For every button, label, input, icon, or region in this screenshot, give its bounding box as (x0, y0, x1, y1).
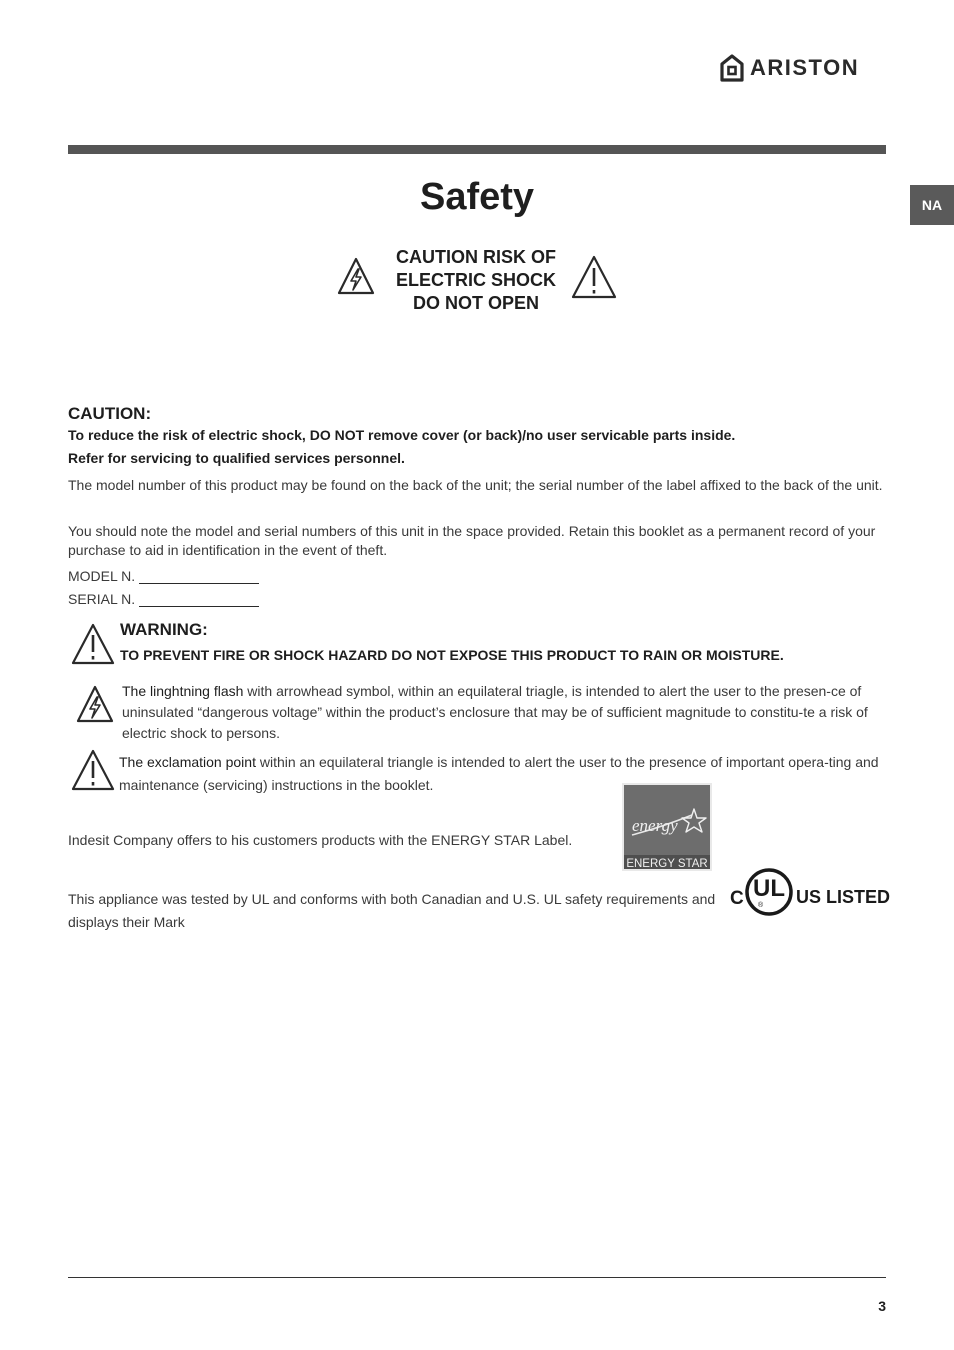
lightning-lead: The linghtning flash (122, 683, 244, 699)
ul-mark-c: C (730, 888, 744, 909)
ul-listed-mark (730, 866, 891, 918)
ul-mark-us-listed: US LISTED (796, 887, 891, 907)
caution-heading: CAUTION: (68, 404, 152, 423)
caution-line-2: Refer for servicing to qualified services personnel. (68, 450, 405, 466)
energy-star-text: Indesit Company offers to his customers products with the ENERGY STAR Label. (68, 832, 573, 848)
warning-text: TO PREVENT FIRE OR SHOCK HAZARD DO NOT EXPOSE THIS PRODUCT TO RAIN OR MOISTURE. (120, 647, 784, 663)
caution-line-1: To reduce the risk of electric shock, DO NOT remove cover (or back)/no user servicable parts inside. (68, 427, 736, 443)
lightning-warning-icon (336, 256, 376, 296)
lightning-warning-icon (75, 684, 115, 724)
serial-number-field (68, 591, 259, 607)
energy-star-caption: ENERGY STAR (626, 858, 708, 870)
serial-number-line (139, 594, 259, 607)
energy-star-logo (622, 783, 712, 871)
language-tab: NA (910, 185, 954, 225)
ariston-logo (720, 52, 859, 84)
exclamation-lead: The exclamation point (119, 754, 256, 770)
page-title: Safety (419, 176, 535, 218)
top-rule (68, 145, 886, 154)
ul-mark-registered: ® (758, 902, 764, 909)
warning-heading: WARNING: (120, 620, 208, 639)
model-number-field (68, 568, 259, 584)
ul-text: This appliance was tested by UL and conforms with both Canadian and U.S. UL safety requirements and displays their Mark (68, 891, 716, 930)
model-number-line (139, 571, 259, 584)
energy-script: energy (632, 816, 678, 835)
exclamation-warning-icon (70, 622, 116, 666)
serial-number-label: SERIAL N. (68, 591, 136, 607)
house-icon (720, 54, 744, 82)
bottom-rule (68, 1277, 886, 1278)
exclamation-warning-icon (70, 748, 116, 792)
record-paragraph: You should note the model and serial numbers of this unit in the space provided. Retain this booklet as a permanent record of your purchase to aid in identification in the event of theft. (68, 523, 876, 558)
page-number: 3 (878, 1298, 886, 1314)
lightning-text: with arrowhead symbol, within an equilateral triagle, is intended to alert the user to the presen-ce of uninsulated “dangerous voltage” within the product’s enclosure that may be of sufficient magnitude to constitu-te a risk of electric shock to persons. (122, 683, 868, 741)
exclamation-symbol-paragraph (119, 751, 886, 797)
exclamation-text: within an equilateral triangle is intended to alert the user to the presence of important opera-ting and maintenance (servicing) instructions in the booklet. (119, 754, 879, 793)
model-number-label: MODEL N. (68, 568, 136, 584)
caution-risk-block (336, 246, 618, 338)
caution-risk-text: CAUTION RISK OF ELECTRIC SHOCK DO NOT OPEN (395, 247, 556, 313)
ul-mark-ul: UL (753, 875, 785, 902)
lightning-symbol-paragraph (122, 681, 886, 744)
model-number-paragraph: The model number of this product may be found on the back of the unit; the serial number of the label affixed to the back of the unit. (68, 477, 883, 493)
brand-name: ARISTON (750, 55, 860, 80)
exclamation-warning-icon (570, 254, 618, 300)
